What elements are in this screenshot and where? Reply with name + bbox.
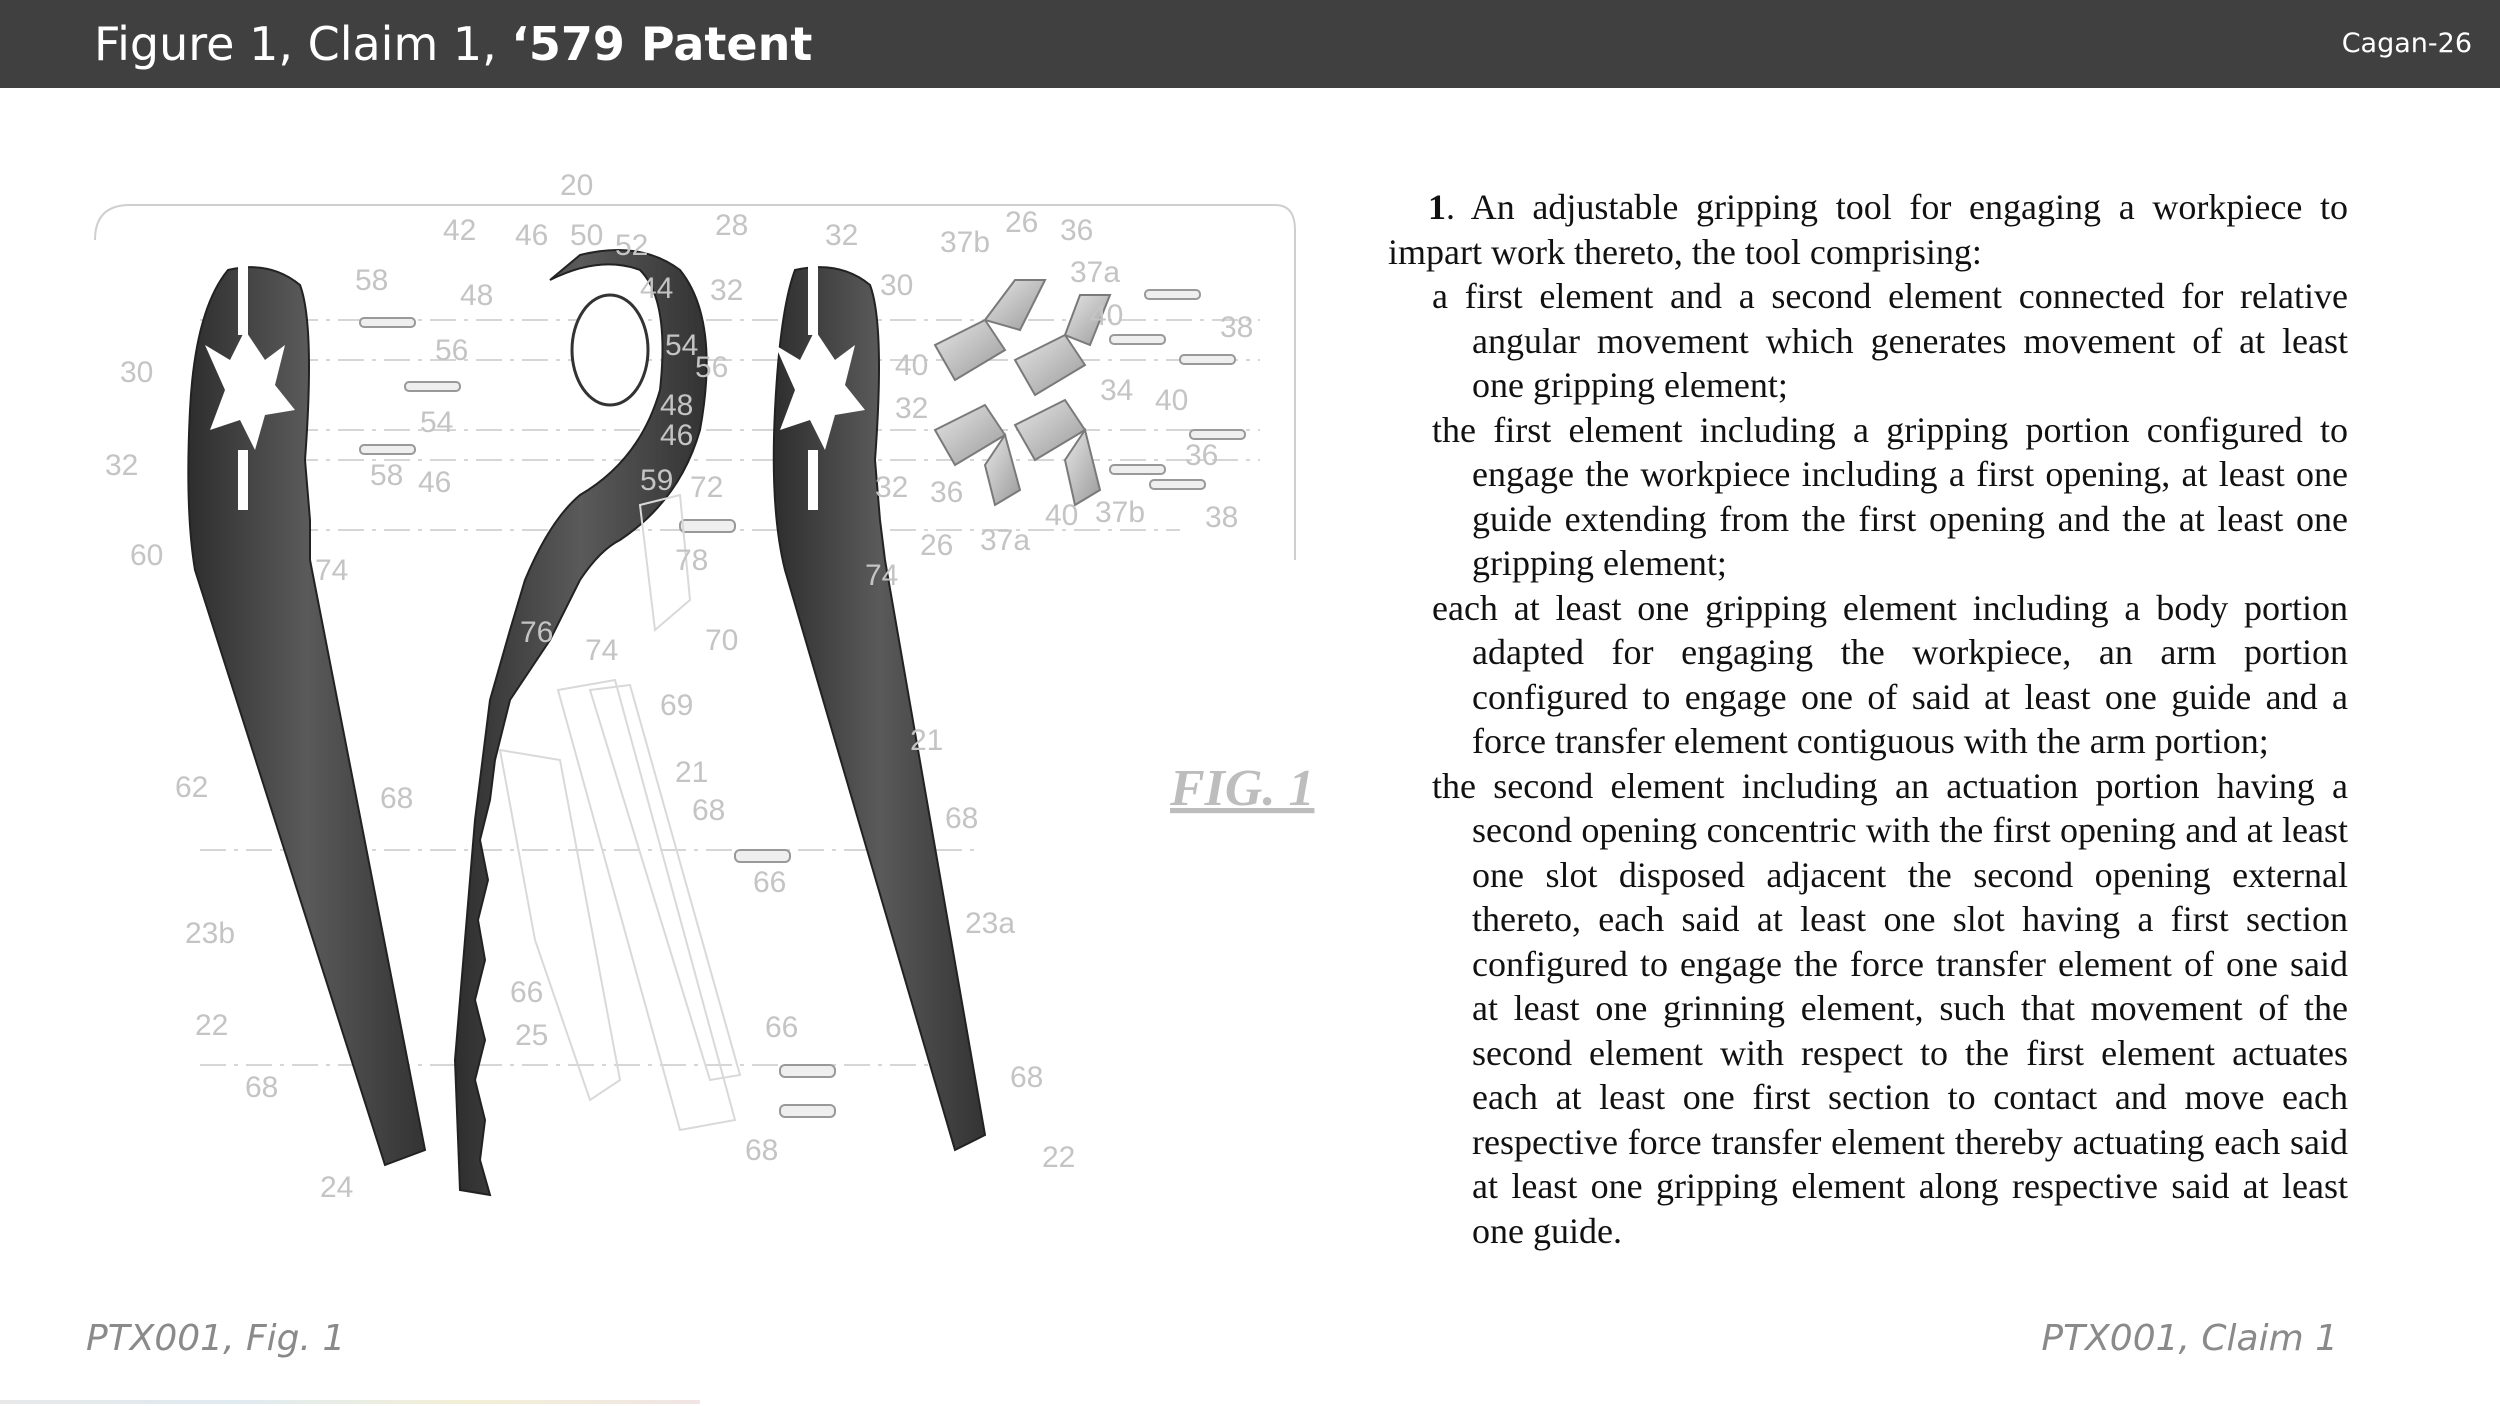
- ref-label: 32: [710, 274, 744, 307]
- ref-label: 56: [435, 334, 469, 367]
- ref-label: 56: [695, 351, 729, 384]
- claim-element: the first element including a gripping portion configured to engage the workpiece including a first opening, at least one guide extending from the first opening and the at least one gripping element;: [1432, 409, 2348, 583]
- ref-label: 21: [675, 756, 709, 789]
- ref-label: 21: [910, 724, 944, 757]
- ref-label: 23a: [965, 907, 1016, 940]
- ref-label: 37b: [940, 226, 991, 259]
- ref-label: 34: [1100, 374, 1134, 407]
- ref-label: 30: [120, 356, 154, 389]
- ref-label: 66: [765, 1011, 799, 1044]
- ref-label: 78: [675, 544, 709, 577]
- ref-label: 46: [515, 219, 549, 252]
- claim-element: the second element including an actuation portion having a second opening concentric with the first opening and at least one slot disposed adjacent the second opening external thereto, each said at least one slot having a first section configured to engage the force transfer element of one said at least one grinning element, such that movement of the second element with respect to the first element actuates each at least one first section to contact and move each respective force transfer element thereby actuating each said at least one gripping element along respective said at least one guide.: [1432, 765, 2348, 1251]
- gripping-elements: [935, 280, 1110, 505]
- ref-label: 48: [460, 279, 494, 312]
- ref-label: 40: [1090, 299, 1124, 332]
- ref-label: 54: [420, 406, 454, 439]
- ref-label: 69: [660, 689, 694, 722]
- ref-label: 36: [1185, 439, 1219, 472]
- ref-label: 23b: [185, 917, 236, 950]
- ref-label: 42: [443, 214, 477, 247]
- claim-element: each at least one gripping element including a body portion adapted for engaging the workpiece, an arm portion configured to engage one of said at least one guide and a force transfer element contiguous with the arm portion;: [1432, 587, 2348, 761]
- patent-figure: [80, 160, 1340, 1220]
- ref-label: 46: [418, 466, 452, 499]
- ref-label: 59: [640, 464, 674, 497]
- ref-label: 32: [105, 449, 139, 482]
- ref-label: 30: [880, 269, 914, 302]
- fig-label: FIG. 1: [1170, 760, 1315, 817]
- ref-label: 25: [515, 1019, 549, 1052]
- ref-label: 74: [585, 634, 619, 667]
- ref-label: 32: [875, 471, 909, 504]
- ref-label: 40: [1045, 499, 1079, 532]
- ref-label: 38: [1220, 311, 1254, 344]
- ref-label: 37a: [1070, 256, 1121, 289]
- ref-label: 68: [945, 802, 979, 835]
- footer-accent-line: [0, 1400, 700, 1404]
- ref-label: 22: [195, 1009, 229, 1042]
- ref-label: 58: [370, 459, 404, 492]
- ref-label: 62: [175, 771, 209, 804]
- ref-label: 22: [1042, 1141, 1076, 1174]
- ref-label: 28: [715, 209, 749, 242]
- ref-label: 46: [660, 419, 694, 452]
- ref-label: 74: [865, 559, 899, 592]
- claim-preamble-text: . An adjustable gripping tool for engaging a workpiece to impart work thereto, the tool comprising:: [1388, 187, 2348, 272]
- ref-label: 54: [665, 329, 699, 362]
- caption-figure-source: PTX001, Fig. 1: [86, 1318, 346, 1359]
- ref-label: 52: [615, 229, 649, 262]
- ref-label: 50: [570, 219, 604, 252]
- claim-preamble: [1388, 185, 2348, 274]
- ref-label: 68: [245, 1071, 279, 1104]
- title-patent: ‘579 Patent: [511, 17, 813, 71]
- ref-label: 68: [745, 1134, 779, 1167]
- ref-label: 60: [130, 539, 164, 572]
- ref-label: 32: [895, 392, 929, 425]
- ref-label: 68: [380, 782, 414, 815]
- ref-label: 37b: [1095, 496, 1146, 529]
- ref-label: 40: [1155, 384, 1189, 417]
- ref-label: 74: [315, 554, 349, 587]
- slide-code: Cagan-26: [2341, 28, 2472, 59]
- ref-label: 24: [320, 1171, 354, 1204]
- ref-label: 37a: [980, 524, 1031, 557]
- ref-label: 58: [355, 264, 389, 297]
- slide-title: [94, 14, 812, 74]
- claim-text: [1388, 185, 2348, 1253]
- ref-label: 70: [705, 624, 739, 657]
- ref-label: 40: [895, 349, 929, 382]
- ref-label: 68: [692, 794, 726, 827]
- ref-label: 26: [920, 529, 954, 562]
- ref-label: 66: [510, 976, 544, 1009]
- claim-number: 1: [1428, 187, 1446, 227]
- ref-label: 36: [930, 476, 964, 509]
- ref-label: 48: [660, 389, 694, 422]
- ref-label: 38: [1205, 501, 1239, 534]
- ref-label: 20: [560, 169, 594, 202]
- title-prefix: Figure 1, Claim 1,: [94, 17, 512, 71]
- ref-label: 26: [1005, 206, 1039, 239]
- ref-label: 66: [753, 866, 787, 899]
- caption-claim-source: PTX001, Claim 1: [2041, 1318, 2338, 1359]
- ref-label: 36: [1060, 214, 1094, 247]
- ref-label: 76: [520, 616, 554, 649]
- ref-label: 68: [1010, 1061, 1044, 1094]
- slide-header: [0, 0, 2500, 88]
- ref-label: 44: [640, 272, 674, 305]
- ref-label: 32: [825, 219, 859, 252]
- claim-element: a first element and a second element connected for relative angular movement which generates movement of at least one gripping element;: [1432, 276, 2348, 405]
- right-arm: [774, 265, 985, 1150]
- ref-label: 72: [690, 471, 724, 504]
